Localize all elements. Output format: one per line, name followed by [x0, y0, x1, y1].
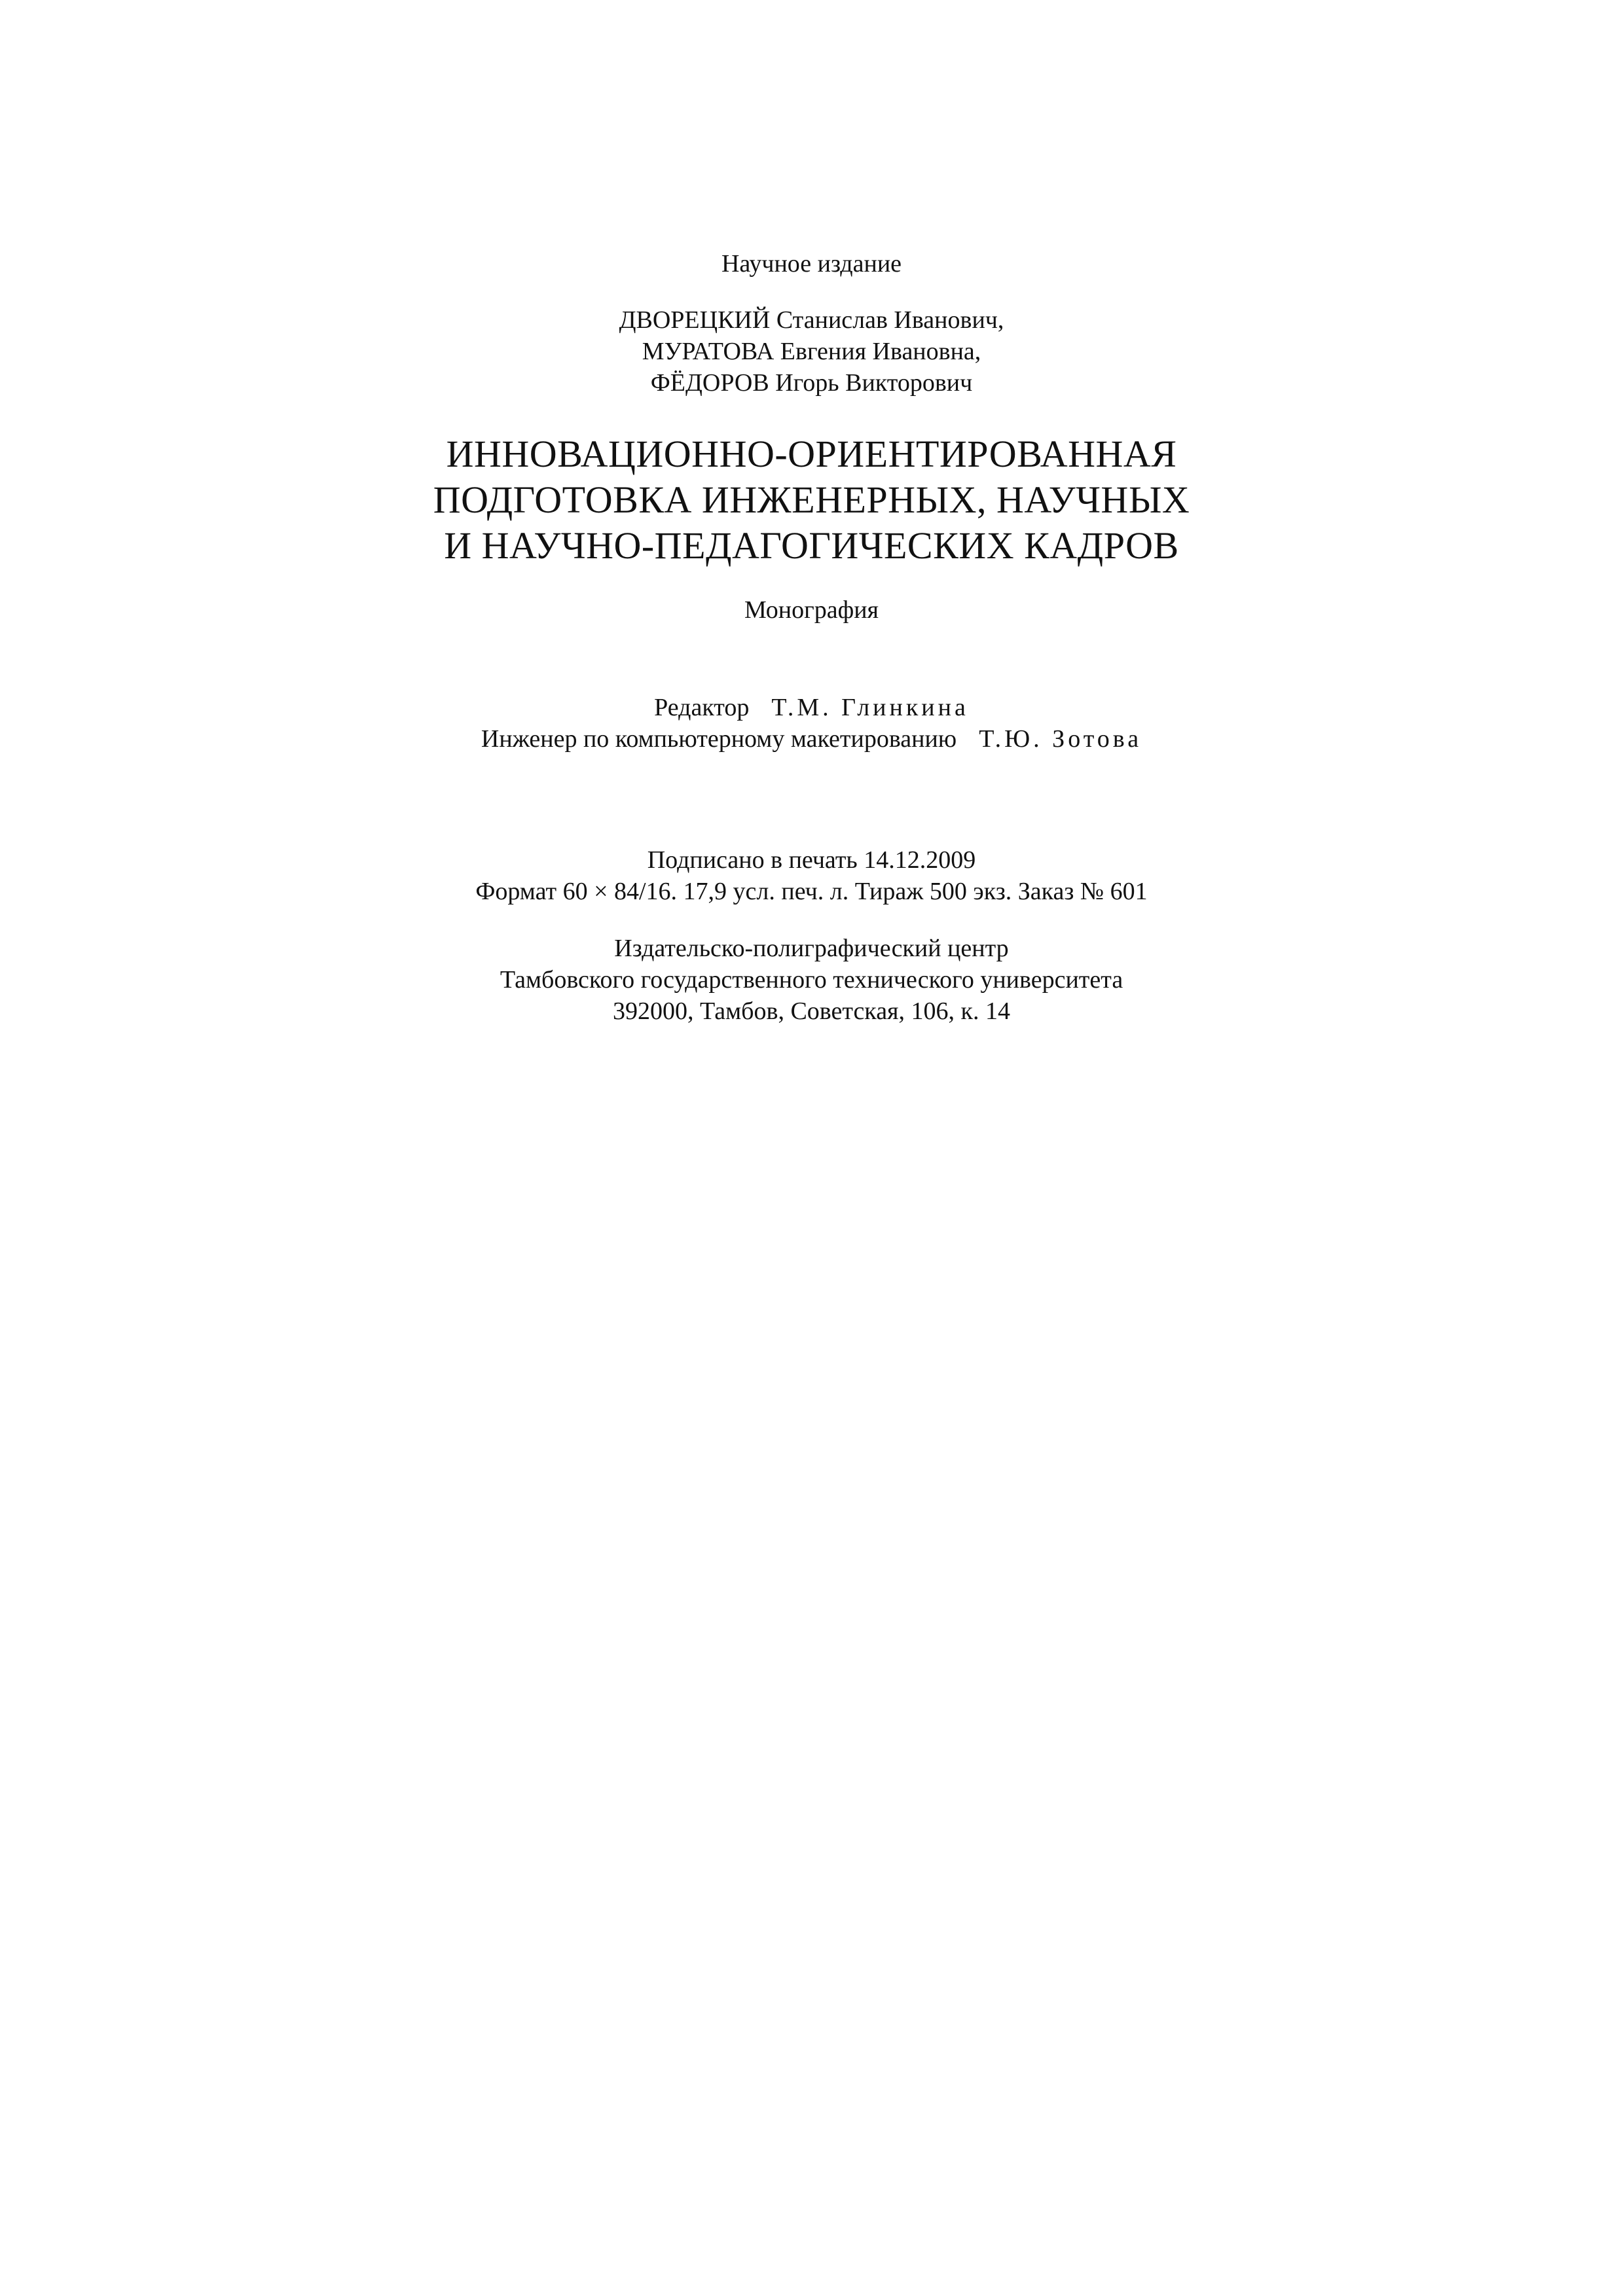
author-name: МУРАТОВА Евгения Ивановна,: [642, 338, 981, 365]
print-details: [0, 844, 1623, 907]
book-title-line: ПОДГОТОВКА ИНЖЕНЕРНЫХ, НАУЧНЫХ: [433, 478, 1190, 521]
editor-name: Т.М. Глинкина: [771, 694, 969, 721]
author-name: ФЁДОРОВ Игорь Викторович: [650, 369, 973, 397]
book-title: [0, 431, 1623, 569]
publisher-university: Тамбовского государственного технического университета: [500, 966, 1123, 994]
edition-type-text: Научное издание: [721, 250, 902, 278]
publisher-address: 392000, Тамбов, Советская, 106, к. 14: [612, 997, 1011, 1025]
genre-text: Монография: [744, 596, 879, 624]
editorial-credits: [0, 692, 1623, 755]
publisher-info: [0, 933, 1623, 1027]
publisher-name: Издательско-полиграфический центр: [614, 935, 1009, 962]
publication-genre: [0, 594, 1623, 626]
book-title-line: И НАУЧНО-ПЕДАГОГИЧЕСКИХ КАДРОВ: [444, 524, 1179, 567]
editor-credit: [0, 692, 1623, 723]
layout-role: Инженер по компьютерному макетированию: [481, 725, 957, 753]
signed-to-print: Подписано в печать 14.12.2009: [647, 846, 976, 874]
author-name: ДВОРЕЦКИЙ Станислав Иванович,: [619, 306, 1004, 334]
format-and-run: Формат 60 × 84/16. 17,9 усл. печ. л. Тираж 500 экз. Заказ № 601: [475, 878, 1148, 905]
layout-credit: [0, 723, 1623, 755]
edition-type: [0, 248, 1623, 279]
editor-role: Редактор: [654, 694, 750, 721]
layout-name: Т.Ю. Зотова: [979, 725, 1142, 753]
book-title-line: ИННОВАЦИОННО-ОРИЕНТИРОВАННАЯ: [446, 433, 1177, 475]
author-list: [0, 304, 1623, 399]
